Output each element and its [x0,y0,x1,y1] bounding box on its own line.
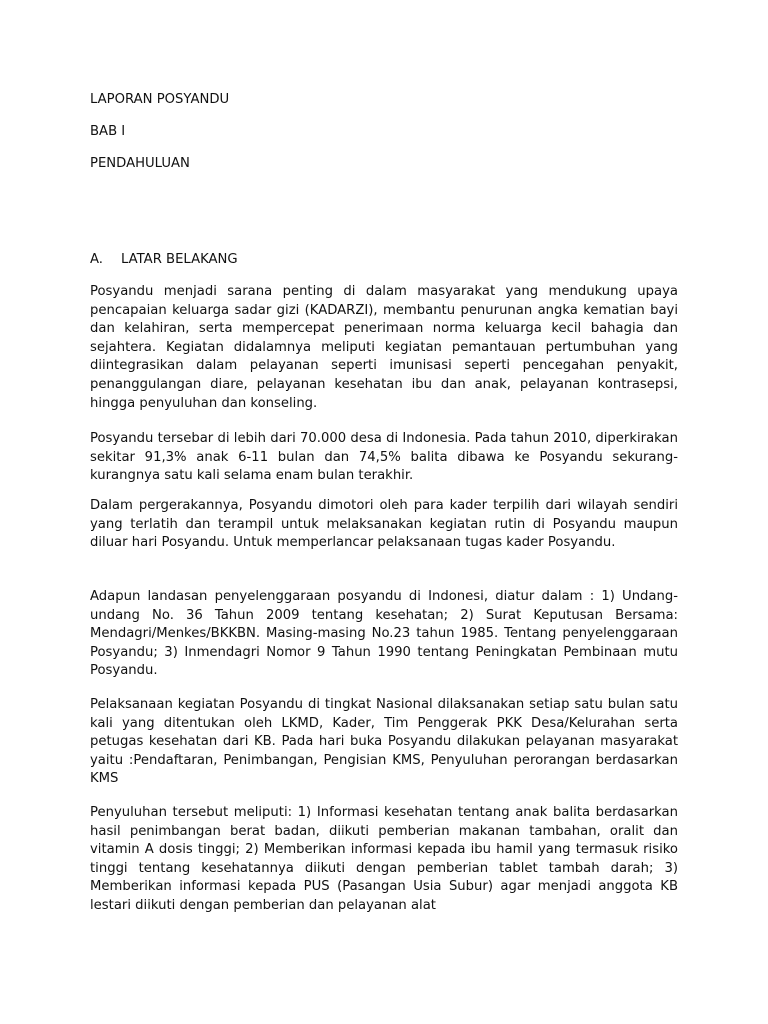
section-heading [90,252,238,268]
body-paragraph: Adapun landasan penyelenggaraan posyandu di Indonesi, diatur dalam : 1) Undang-undang No. 36 Tahun 2009 tentang kesehatan; 2) Surat Keputusan Bersama: Mendagri/Menkes/BKKBN. Masing-masing No.23 tahun 1985. Tentang penyelenggaraan Posyandu; 3) Inmendagri Nomor 9 Tahun 1990 tentang Peningkatan Pembinaan mutu Posyandu. [90,589,678,679]
body-paragraph: Pelaksanaan kegiatan Posyandu di tingkat Nasional dilaksanakan setiap satu bulan satu kali yang ditentukan oleh LKMD, Kader, Tim Penggerak PKK Desa/Kelurahan serta petugas kesehatan dari KB. Pada hari buka Posyandu dilakukan pelayanan masyarakat yaitu :Pendaftaran, Penimbangan, Pengisian KMS, Penyuluhan perorangan berdasarkan KMS [90,697,678,787]
document-title: LAPORAN POSYANDU [90,92,230,107]
chapter-title: PENDAHULUAN [90,156,190,171]
section-title: LATAR BELAKANG [121,252,238,267]
chapter-number: BAB I [90,124,126,139]
body-paragraph: Posyandu tersebar di lebih dari 70.000 desa di Indonesia. Pada tahun 2010, diperkirakan sekitar 91,3% anak 6-11 bulan dan 74,5% balita dibawa ke Posyandu sekurang-kurangnya satu kali selama enam bulan terakhir. [90,431,678,484]
section-letter: A. [90,252,103,267]
body-paragraph: Penyuluhan tersebut meliputi: 1) Informasi kesehatan tentang anak balita berdasarkan hasil penimbangan berat badan, diikuti pemberian makanan tambahan, oralit dan vitamin A dosis tinggi; 2) Memberikan informasi kepada ibu hamil yang termasuk risiko tinggi tentang kesehatannya diikuti dengan pemberian tablet tambah darah; 3) Memberikan informasi kepada PUS (Pasangan Usia Subur) agar menjadi anggota KB lestari diikuti dengan pemberian dan pelayanan alat [90,805,678,913]
body-paragraph: Posyandu menjadi sarana penting di dalam masyarakat yang mendukung upaya pencapaian keluarga sadar gizi (KADARZI), membantu penurunan angka kematian bayi dan kelahiran, serta mempercepat penerimaan norma keluarga kecil bahagia dan sejahtera. Kegiatan didalamnya meliputi kegiatan pemantauan pertumbuhan yang diintegrasikan dalam pelayanan seperti imunisasi seperti pencegahan penyakit, penanggulangan diare, pelayanan kesehatan ibu dan anak, pelayanan kontrasepsi, hingga penyuluhan dan konseling. [90,284,678,411]
body-paragraph: Dalam pergerakannya, Posyandu dimotori oleh para kader terpilih dari wilayah sendiri yang terlatih dan terampil untuk melaksanakan kegiatan rutin di Posyandu maupun diluar hari Posyandu. Untuk memperlancar pelaksanaan tugas kader Posyandu. [90,498,678,551]
